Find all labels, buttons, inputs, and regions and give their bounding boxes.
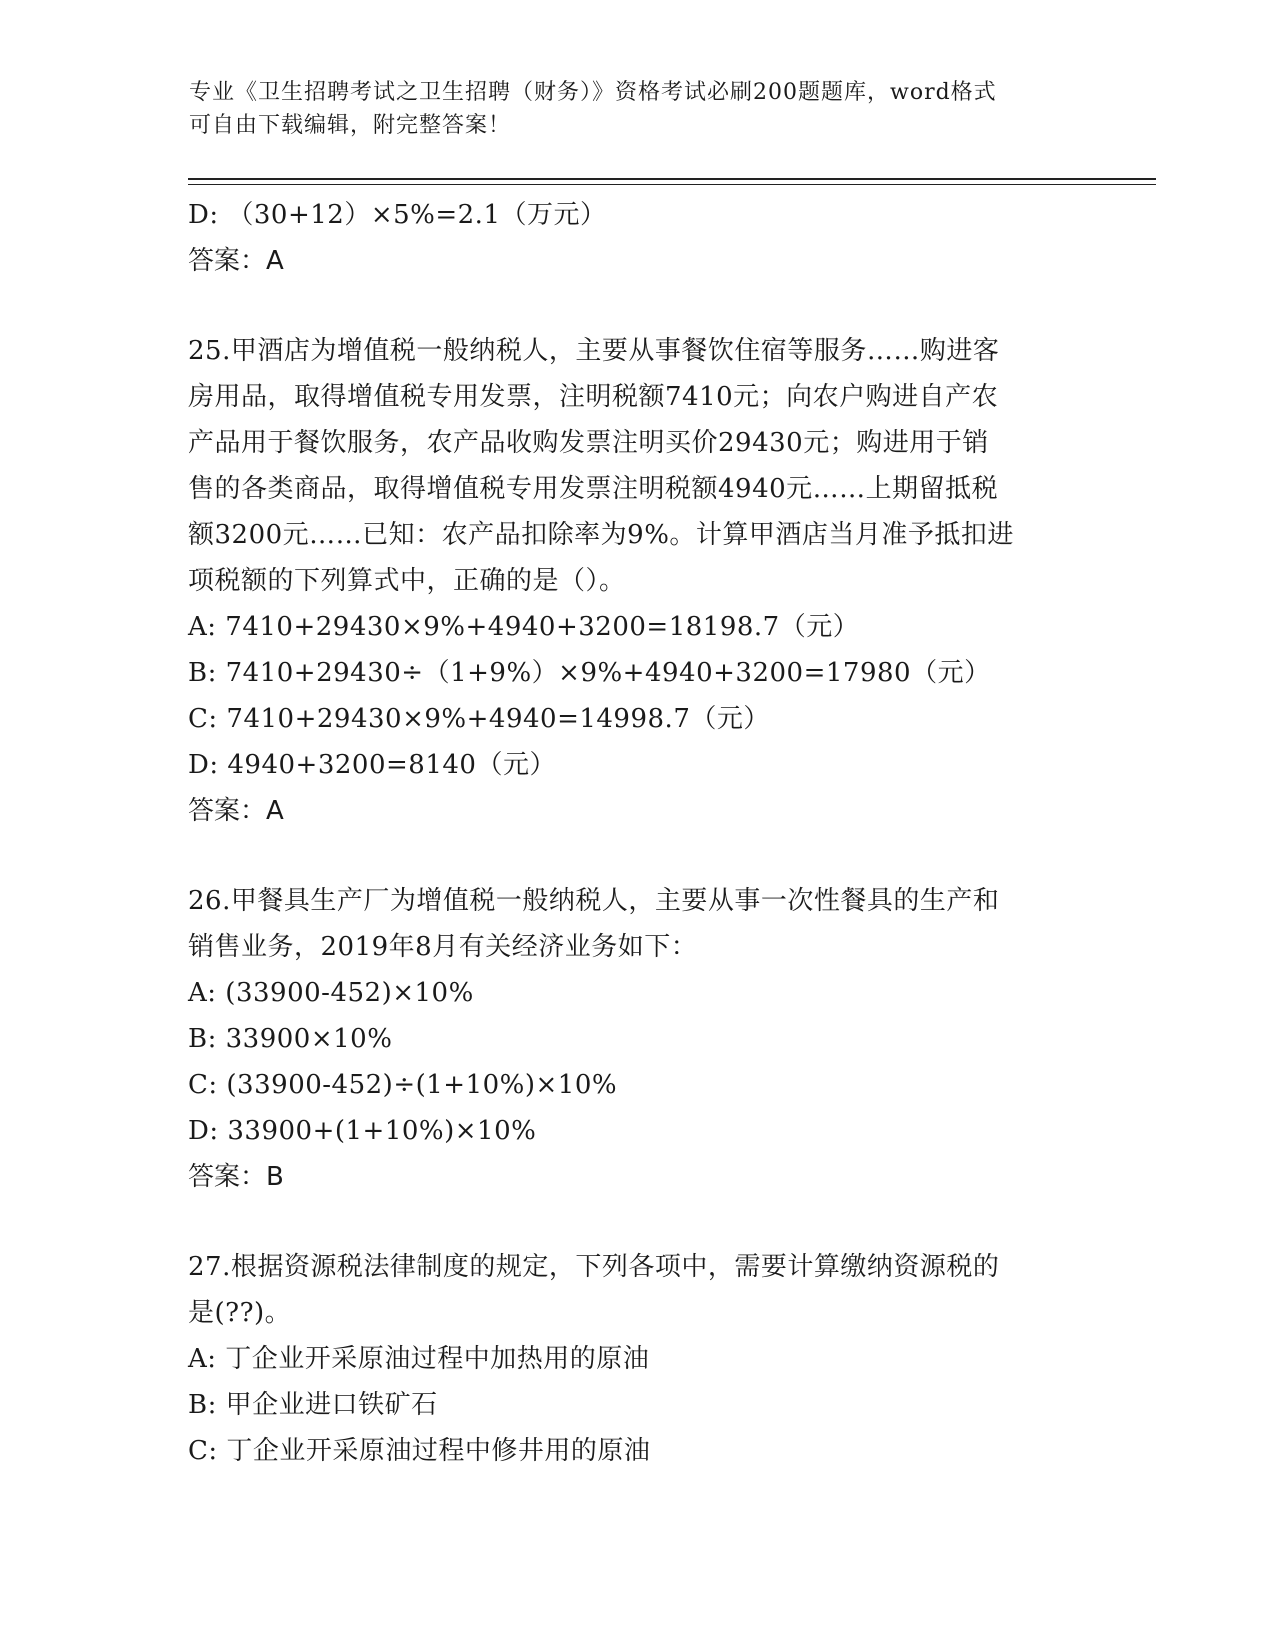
spacer xyxy=(188,834,1088,878)
q27-option-a: A: 丁企业开采原油过程中加热用的原油 xyxy=(188,1344,650,1374)
header-rule-thick xyxy=(188,178,1156,180)
q27-stem-line-2: 是(??)。 xyxy=(188,1298,292,1328)
q27-stem-line-1: 27.根据资源税法律制度的规定，下列各项中，需要计算缴纳资源税的 xyxy=(188,1252,1000,1282)
header-line-2: 可自由下载编辑，附完整答案！ xyxy=(189,113,512,138)
q26-answer: 答案：B xyxy=(188,1162,284,1192)
q25-stem-line-5: 额3200元……已知：农产品扣除率为9%。计算甲酒店当月准予抵扣进 xyxy=(188,520,1014,550)
q26-option-d: D: 33900+(1+10%)×10% xyxy=(188,1116,537,1146)
q25-stem-line-2: 房用品，取得增值税专用发票，注明税额7410元；向农户购进自产农 xyxy=(188,382,999,412)
document-body xyxy=(188,192,1088,1474)
q25-stem-line-4: 售的各类商品，取得增值税专用发票注明税额4940元……上期留抵税 xyxy=(188,474,999,504)
q25-stem-line-6: 项税额的下列算式中，正确的是（）。 xyxy=(188,566,626,596)
q25-option-b: B: 7410+29430÷（1+9%）×9%+4940+3200=17980（元） xyxy=(188,658,991,688)
header-line-1: 专业《卫生招聘考试之卫生招聘（财务）》资格考试必刷200题题库，word格式 xyxy=(189,80,997,105)
question-26 xyxy=(188,878,1088,1200)
q25-option-c: C: 7410+29430×9%+4940=14998.7（元） xyxy=(188,704,770,734)
q26-stem-line-2: 销售业务，2019年8月有关经济业务如下： xyxy=(188,932,698,962)
q26-option-a: A: (33900-452)×10% xyxy=(188,978,474,1008)
q26-option-b: B: 33900×10% xyxy=(188,1024,393,1054)
prev-answer: 答案：A xyxy=(188,246,284,276)
q25-stem-line-1: 25.甲酒店为增值税一般纳税人，主要从事餐饮住宿等服务……购进客 xyxy=(188,336,1000,366)
q27-option-b: B: 甲企业进口铁矿石 xyxy=(188,1390,438,1420)
q27-option-c: C: 丁企业开采原油过程中修井用的原油 xyxy=(188,1436,651,1466)
q25-option-a: A: 7410+29430×9%+4940+3200=18198.7（元） xyxy=(188,612,860,642)
spacer xyxy=(188,284,1088,328)
question-25 xyxy=(188,328,1088,834)
q26-stem-line-1: 26.甲餐具生产厂为增值税一般纳税人，主要从事一次性餐具的生产和 xyxy=(188,886,1000,916)
question-27 xyxy=(188,1244,1088,1474)
prev-option-d: D: （30+12）×5%=2.1（万元） xyxy=(188,200,607,230)
q25-answer: 答案：A xyxy=(188,796,284,826)
q26-option-c: C: (33900-452)÷(1+10%)×10% xyxy=(188,1070,618,1100)
spacer xyxy=(188,1200,1088,1244)
q25-option-d: D: 4940+3200=8140（元） xyxy=(188,750,556,780)
q25-stem-line-3: 产品用于餐饮服务，农产品收购发票注明买价29430元；购进用于销 xyxy=(188,428,989,458)
document-header xyxy=(189,76,1089,142)
header-rule-thin xyxy=(188,184,1156,185)
